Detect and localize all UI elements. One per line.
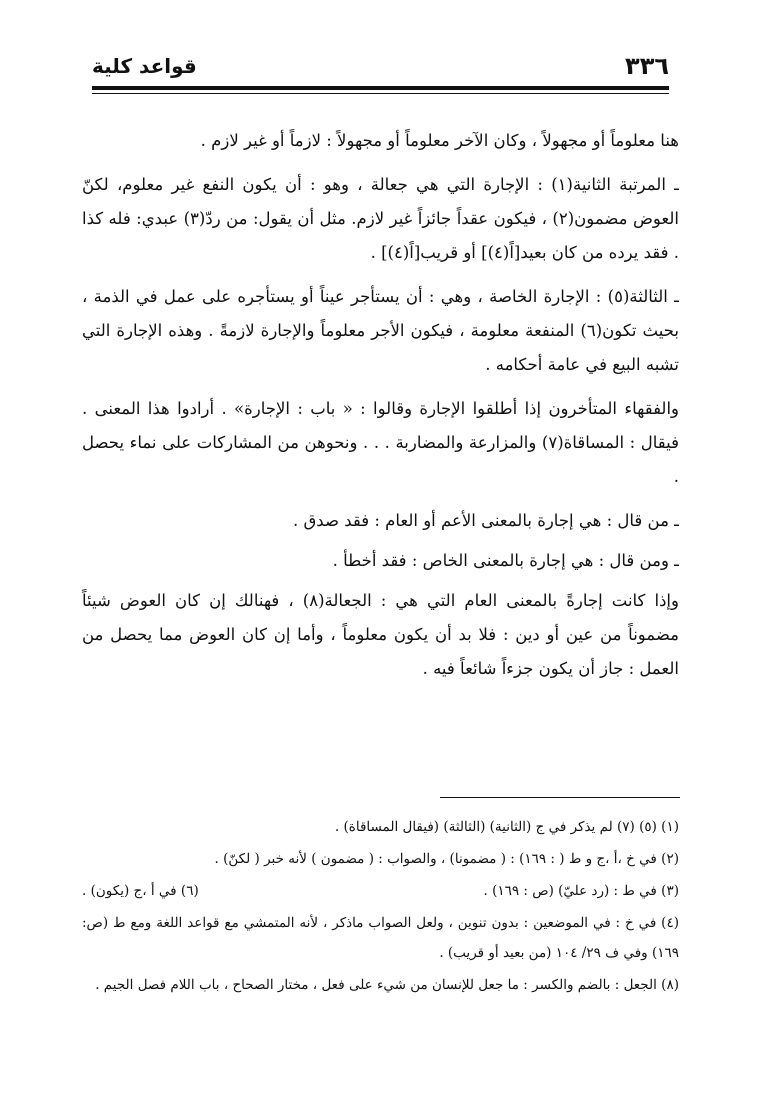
footnote-4: (٤) في خ : في الموضعين : بدون تنوين ، ولعل الصواب ماذكر ، لأنه المتمشي مع قواعد اللغة ومع ط (ص: ١٦٩) وفي ف ٢٩/ ١٠٤ (من بعيد أو قريب) . <box>82 915 679 961</box>
footnote-2: (٢) في خ ،أ ،ج و ط ( : ١٦٩) : ( مضمونا) ، والصواب : ( مضمون ) لأنه خبر ( لكنّ) . <box>214 851 679 867</box>
paragraph-6: ـ ومن قال : هي إجارة بالمعنى الخاص : فقد أخطأ . <box>332 551 679 570</box>
footnotes <box>82 812 679 1002</box>
footnote-6: (٦) في أ ،ج (يكون) . <box>82 883 199 899</box>
paragraph-2: ـ المرتبة الثانية(١) : الإجارة التي هي جعالة ، وهو : أن يكون النفع غير معلوم، لكنّ العوض مضمون(٢) ، فيكون عقداً جائزاً غير لازم. مثل أن يقول: من ردّ(٣) عبدي: فله كذا . فقد يرده من كان بعيد[اً(٤)] أو قريب[اً(٤)] . <box>82 175 679 262</box>
page-number: ٣٣٦ <box>625 52 669 80</box>
footnote-separator <box>440 797 680 798</box>
running-title: قواعد كلية <box>92 54 197 78</box>
header-rule-thick <box>92 86 669 90</box>
footnote-8: (٨) الجعل : بالضم والكسر : ما جعل للإنسان من شيء على فعل ، مختار الصحاح ، باب اللام فصل الجيم . <box>95 977 679 993</box>
paragraph-3: ـ الثالثة(٥) : الإجارة الخاصة ، وهي : أن يستأجر عيناً أو يستأجره على عمل في الذمة ، بحيث تكون(٦) المنفعة معلومة ، فيكون الأجر معلوماً والإجارة لازمةً . وهذه الإجارة التي تشبه البيع في عامة أحكامه . <box>82 287 679 374</box>
paragraph-5: ـ من قال : هي إجارة بالمعنى الأعم أو العام : فقد صدق . <box>293 511 679 530</box>
paragraph-1: هنا معلوماً أو مجهولاً ، وكان الآخر معلوماً أو مجهولاً : لازماً أو غير لازم . <box>200 131 679 150</box>
page-header <box>92 52 669 82</box>
paragraph-7: وإذا كانت إجارةً بالمعنى العام التي هي : الجعالة(٨) ، فهنالك إن كان العوض شيئاً مضموناً من عين أو دين : فلا بد أن يكون معلوماً ، وأما إن كان العوض مما يحصل من العمل : جاز أن يكون جزءاً شائعاً فيه . <box>82 591 679 678</box>
footnote-row-3-6 <box>82 876 679 906</box>
footnote-3: (٣) في ط : (رد عليّ) (ص : ١٦٩) . <box>483 883 679 899</box>
header-rule-thin <box>92 93 669 94</box>
footnote-1: (١) (٥) (٧) لم يذكر في ج (الثانية) (الثالثة) (فيقال المساقاة) . <box>334 819 679 835</box>
body-text <box>82 124 679 696</box>
paragraph-4: والفقهاء المتأخرون إذا أطلقوا الإجارة وقالوا : « باب : الإجارة» . أرادوا هذا المعنى . فيقال : المساقاة(٧) والمزارعة والمضاربة . . . ونحوهن من المشاركات على نماء يحصل . <box>82 399 679 486</box>
